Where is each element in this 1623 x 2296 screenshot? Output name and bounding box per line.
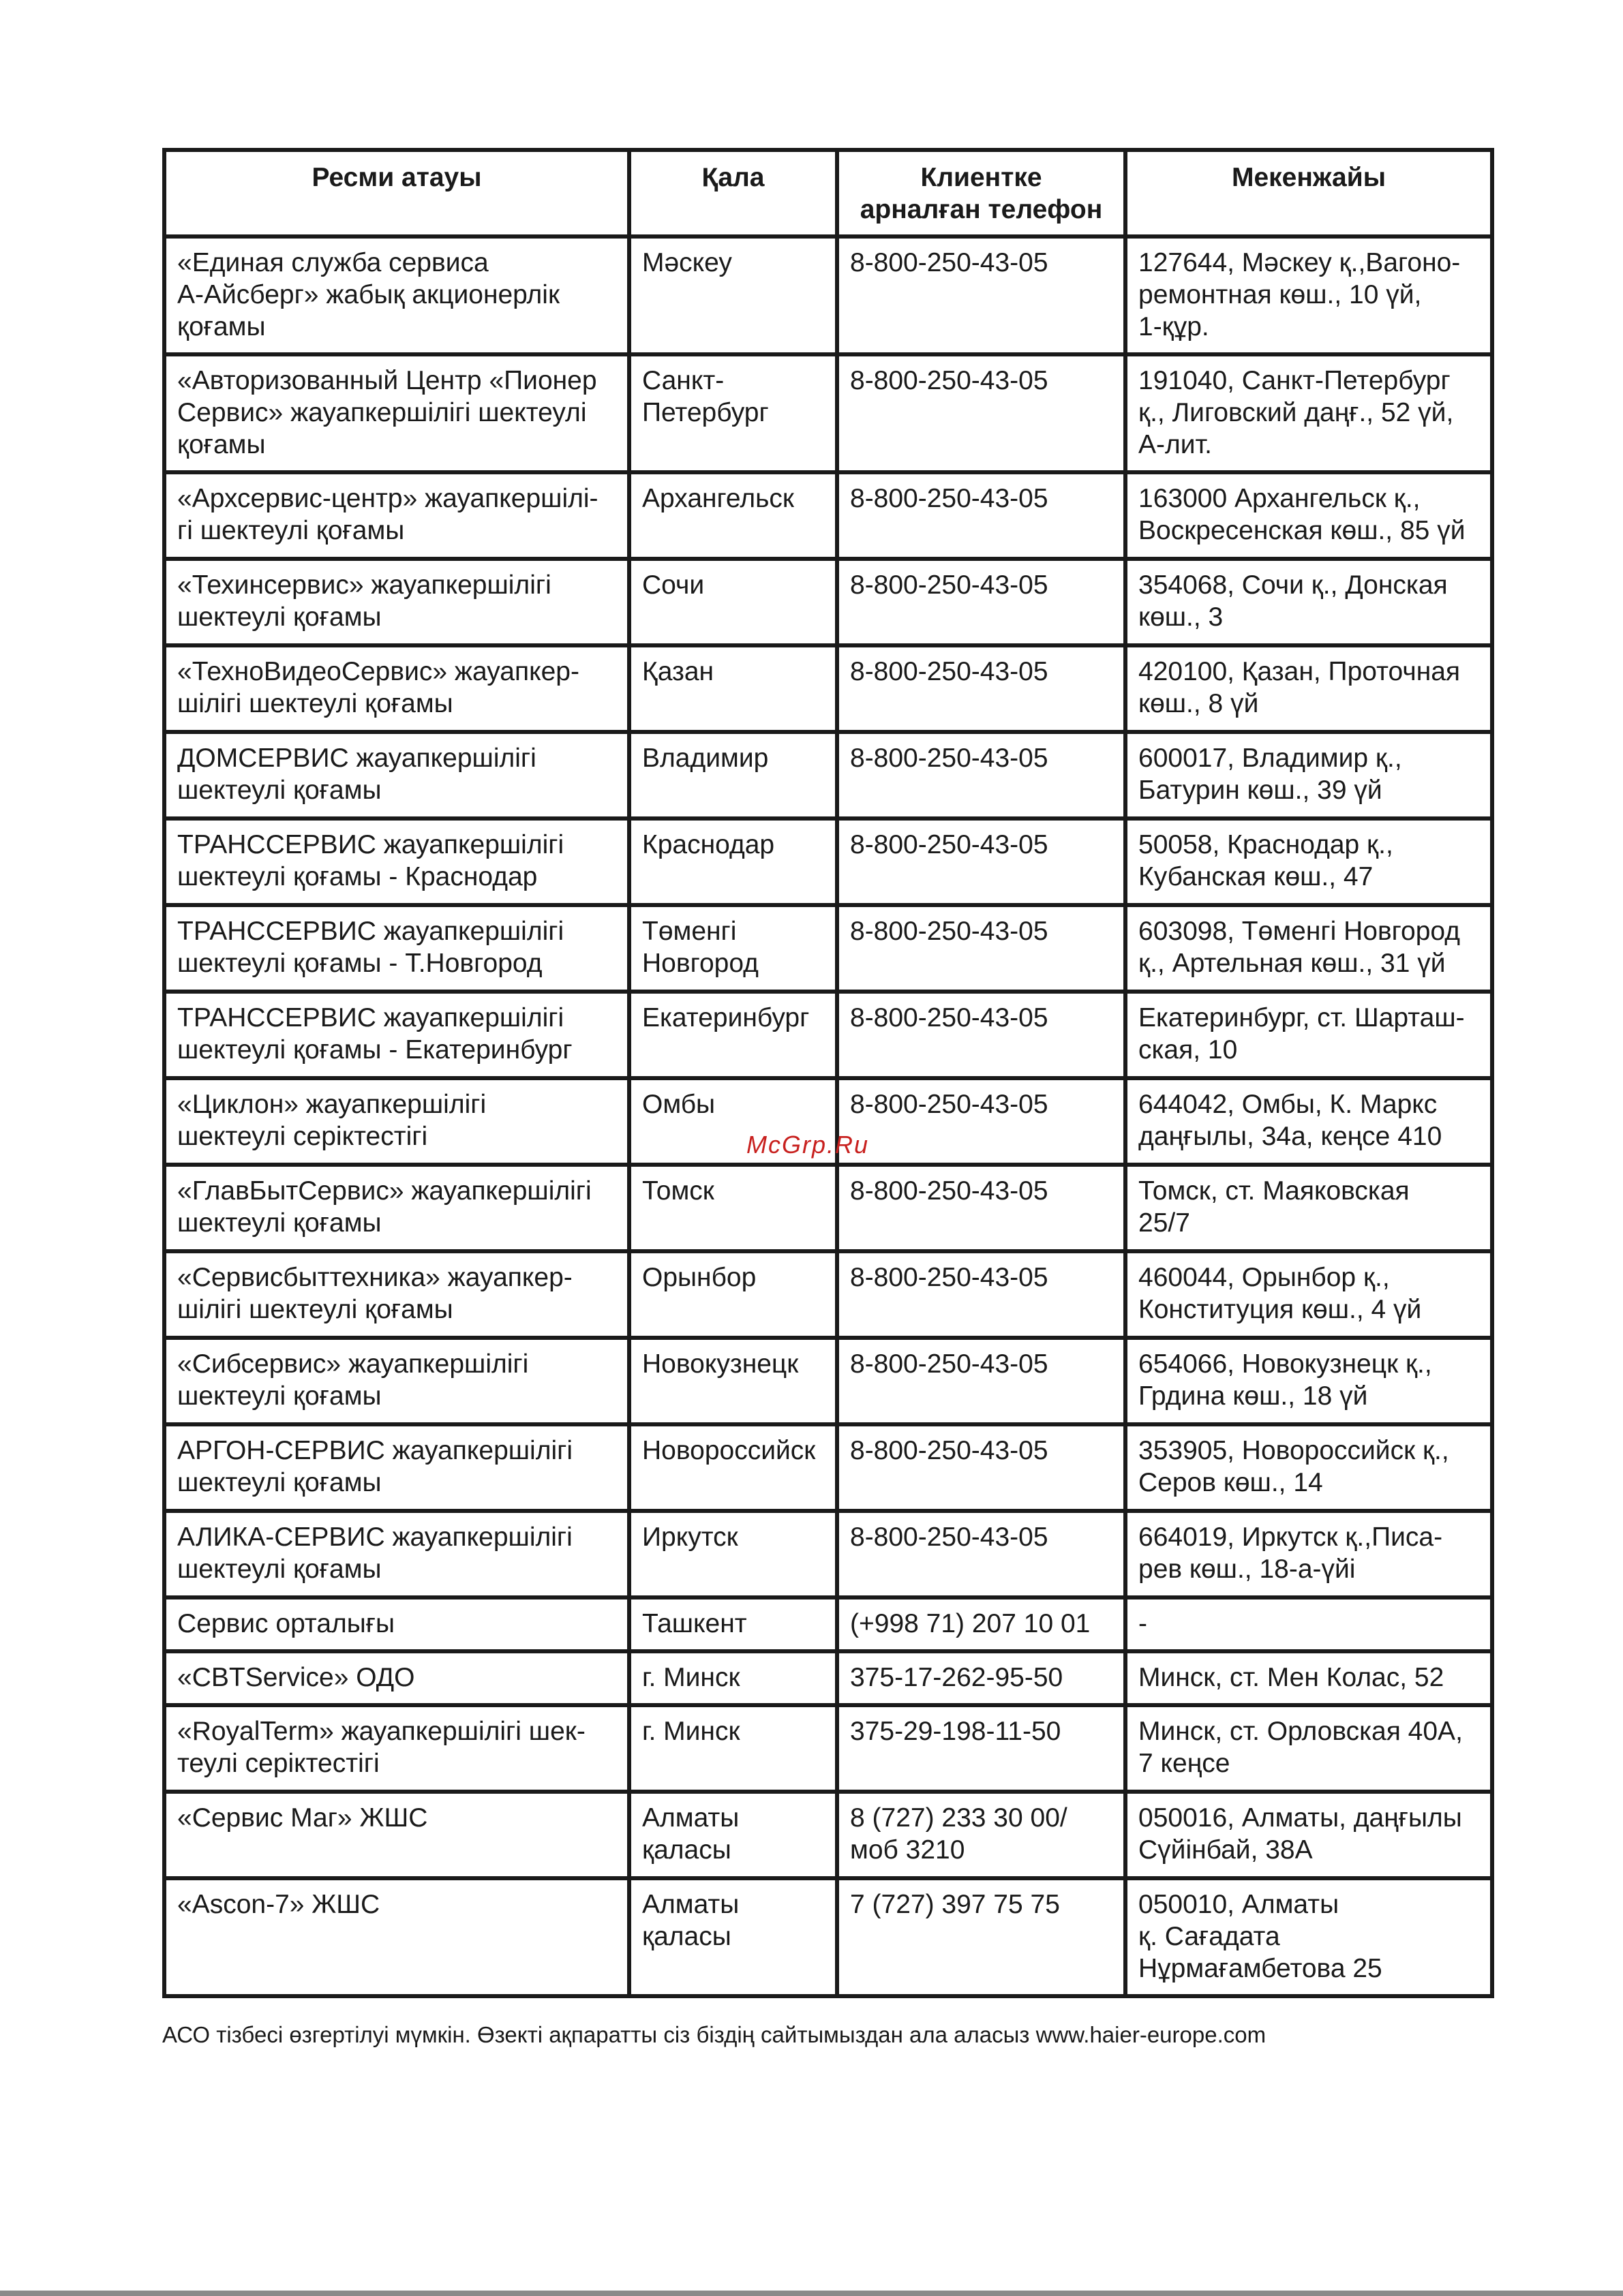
table-row [164,992,1492,1078]
cell-address: 127644, Мәскеу қ.,Вагоно- ремонтная көш., 10 үй, 1-құр. [1125,236,1492,354]
cell-address: 644042, Омбы, К. Маркс даңғылы, 34а, кеңсе 410 [1125,1078,1492,1165]
cell-address: 460044, Орынбор қ., Конституция көш., 4 үй [1125,1251,1492,1338]
cell-official-name: «RoyalTerm» жауапкершілігі шек- теулі серіктестігі [164,1705,629,1792]
cell-address: 664019, Иркутск қ.,Писа- рев көш., 18-а-үйі [1125,1511,1492,1597]
cell-official-name: «Сервис Маг» ЖШС [164,1792,629,1878]
cell-city: Краснодар [629,818,837,905]
cell-official-name: АЛИКА-СЕРВИС жауапкершілігі шектеулі қоғамы [164,1511,629,1597]
table-row [164,1338,1492,1424]
cell-official-name: «Сервисбыттехника» жауапкер- шілігі шектеулі қоғамы [164,1251,629,1338]
cell-city: Сочи [629,559,837,645]
cell-official-name: «Техинсервис» жауапкершілігі шектеулі қоғамы [164,559,629,645]
table-row [164,645,1492,732]
table-row [164,472,1492,559]
table-row [164,1251,1492,1338]
header-row [164,150,1492,236]
cell-address: 600017, Владимир қ., Батурин көш., 39 үй [1125,732,1492,818]
table-row [164,905,1492,992]
cell-client-phone: 8-800-250-43-05 [837,992,1125,1078]
cell-address: 050010, Алматы қ. Сағадата Нұрмағамбетова 25 [1125,1878,1492,1996]
cell-address: Екатеринбург, ст. Шарташ- ская, 10 [1125,992,1492,1078]
cell-city: Орынбор [629,1251,837,1338]
cell-city: Қазан [629,645,837,732]
table-row [164,1878,1492,1996]
service-centers-table [162,148,1494,1998]
cell-client-phone: 375-17-262-95-50 [837,1651,1125,1705]
cell-official-name: ТРАНССЕРВИС жауапкершілігі шектеулі қоғамы - Краснодар [164,818,629,905]
table-row [164,1597,1492,1651]
cell-client-phone: 8-800-250-43-05 [837,236,1125,354]
cell-city: Алматы қаласы [629,1792,837,1878]
footer-note: АСО тізбесі өзгертілуі мүмкін. Өзекті ақпаратты сіз біздің сайтымыздан ала аласыз www.haier-europe.com [162,2022,1266,2047]
cell-city: Томск [629,1165,837,1251]
header-address: Мекенжайы [1125,150,1492,236]
cell-official-name: «ТехноВидеоСервис» жауапкер- шілігі шектеулі қоғамы [164,645,629,732]
header-official-name: Ресми атауы [164,150,629,236]
cell-city: Алматы қаласы [629,1878,837,1996]
table-row [164,1792,1492,1878]
cell-address: Томск, ст. Маяковская 25/7 [1125,1165,1492,1251]
table-row [164,818,1492,905]
cell-official-name: «Архсервис-центр» жауапкершілі- гі шектеулі қоғамы [164,472,629,559]
cell-official-name: «ГлавБытСервис» жауапкершілігі шектеулі қоғамы [164,1165,629,1251]
cell-address: 603098, Төменгі Новгород қ., Артельная көш., 31 үй [1125,905,1492,992]
cell-address: 354068, Сочи қ., Донская көш., 3 [1125,559,1492,645]
cell-city: Екатеринбург [629,992,837,1078]
cell-city: Төменгі Новгород [629,905,837,992]
cell-official-name: «Ascon-7» ЖШС [164,1878,629,1996]
cell-client-phone: 8-800-250-43-05 [837,1251,1125,1338]
cell-address: 353905, Новороссийск қ., Серов көш., 14 [1125,1424,1492,1511]
cell-client-phone: 8-800-250-43-05 [837,472,1125,559]
cell-city: Ташкент [629,1597,837,1651]
table-row [164,354,1492,472]
header-client-phone: Клиентке арналған телефон [837,150,1125,236]
cell-client-phone: 8-800-250-43-05 [837,1511,1125,1597]
cell-city: Санкт- Петербург [629,354,837,472]
cell-official-name: «CBTService» ОДО [164,1651,629,1705]
cell-client-phone: 8-800-250-43-05 [837,1424,1125,1511]
table-row [164,1424,1492,1511]
table-row [164,559,1492,645]
cell-address: 163000 Архангельск қ., Воскресенская көш., 85 үй [1125,472,1492,559]
cell-address: 654066, Новокузнецк қ., Грдина көш., 18 үй [1125,1338,1492,1424]
cell-address: 50058, Краснодар қ., Кубанская көш., 47 [1125,818,1492,905]
table-row [164,236,1492,354]
cell-official-name: Сервис орталығы [164,1597,629,1651]
table-row [164,732,1492,818]
cell-city: Архангельск [629,472,837,559]
cell-official-name: «Единая служба сервиса А-Айсберг» жабық акционерлік қоғамы [164,236,629,354]
cell-address: Минск, ст. Мен Колас, 52 [1125,1651,1492,1705]
cell-client-phone: 8-800-250-43-05 [837,732,1125,818]
cell-official-name: «Сибсервис» жауапкершілігі шектеулі қоғамы [164,1338,629,1424]
watermark: McGrp.Ru [746,1131,870,1159]
cell-city: Мәскеу [629,236,837,354]
cell-address: - [1125,1597,1492,1651]
page-bottom-edge [0,2291,1623,2296]
cell-city: Омбы [629,1078,837,1165]
cell-client-phone: 8-800-250-43-05 [837,559,1125,645]
cell-address: 050016, Алматы, даңғылы Сүйінбай, 38А [1125,1792,1492,1878]
table-row [164,1705,1492,1792]
table-header [164,150,1492,236]
cell-client-phone: 8-800-250-43-05 [837,1165,1125,1251]
cell-client-phone: 8-800-250-43-05 [837,645,1125,732]
cell-city: г. Минск [629,1705,837,1792]
cell-address: 191040, Санкт-Петербург қ., Лиговский даңғ., 52 үй, А-лит. [1125,354,1492,472]
table-row [164,1651,1492,1705]
table-row [164,1511,1492,1597]
cell-official-name: «Авторизованный Центр «Пионер Сервис» жауапкершілігі шектеулі қоғамы [164,354,629,472]
header-city: Қала [629,150,837,236]
table-body [164,236,1492,1996]
cell-city: г. Минск [629,1651,837,1705]
cell-client-phone: (+998 71) 207 10 01 [837,1597,1125,1651]
cell-official-name: ДОМСЕРВИС жауапкершілігі шектеулі қоғамы [164,732,629,818]
cell-client-phone: 8-800-250-43-05 [837,905,1125,992]
cell-client-phone: 8 (727) 233 30 00/ моб 3210 [837,1792,1125,1878]
cell-city: Владимир [629,732,837,818]
cell-address: 420100, Қазан, Проточная көш., 8 үй [1125,645,1492,732]
cell-client-phone: 8-800-250-43-05 [837,354,1125,472]
cell-client-phone: 8-800-250-43-05 [837,1338,1125,1424]
cell-official-name: АРГОН-СЕРВИС жауапкершілігі шектеулі қоғамы [164,1424,629,1511]
cell-client-phone: 375-29-198-11-50 [837,1705,1125,1792]
cell-official-name: ТРАНССЕРВИС жауапкершілігі шектеулі қоғамы - Т.Новгород [164,905,629,992]
table-row [164,1165,1492,1251]
cell-official-name: «Циклон» жауапкершілігі шектеулі серіктестігі [164,1078,629,1165]
cell-official-name: ТРАНССЕРВИС жауапкершілігі шектеулі қоғамы - Екатеринбург [164,992,629,1078]
cell-address: Минск, ст. Орловская 40А, 7 кеңсе [1125,1705,1492,1792]
cell-city: Иркутск [629,1511,837,1597]
cell-client-phone: 8-800-250-43-05 [837,1078,1125,1165]
cell-city: Новороссийск [629,1424,837,1511]
cell-city: Новокузнецк [629,1338,837,1424]
cell-client-phone: 8-800-250-43-05 [837,818,1125,905]
cell-client-phone: 7 (727) 397 75 75 [837,1878,1125,1996]
